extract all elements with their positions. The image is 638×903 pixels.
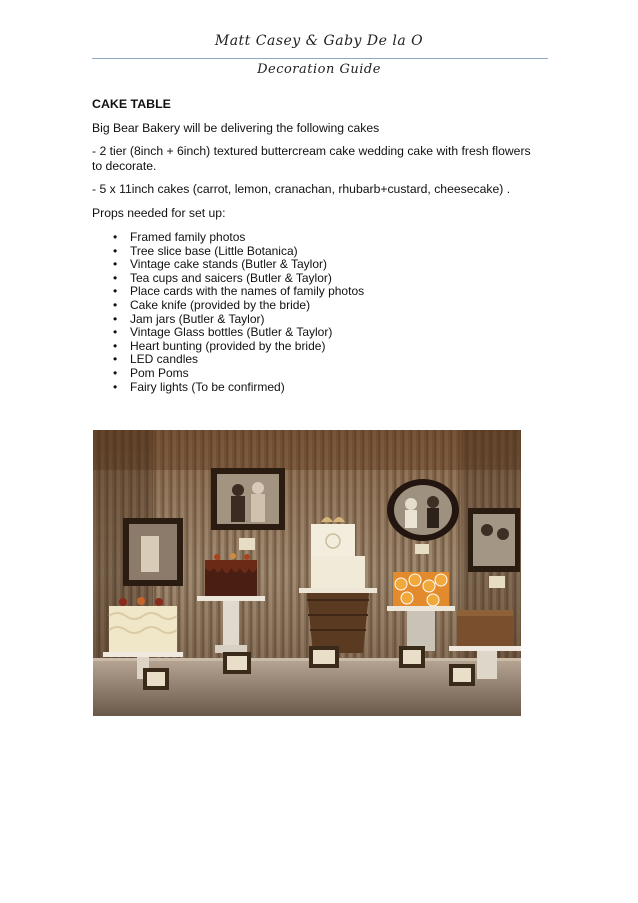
list-item: • Vintage Glass bottles (Butler & Taylor): [92, 326, 542, 340]
list-item: • Place cards with the names of family photos: [92, 285, 542, 299]
list-item: • Tea cups and saicers (Butler & Taylor): [92, 272, 542, 286]
header-rule: [92, 58, 548, 59]
cake-item-2: - 5 x 11inch cakes (carrot, lemon, cranachan, rhubarb+custard, cheesecake) .: [92, 182, 511, 196]
list-item: • Pom Poms: [92, 367, 542, 381]
cake-table-illustration: [93, 430, 521, 716]
document-body: [92, 97, 542, 394]
intro-paragraph: Big Bear Bakery will be delivering the following cakes: [92, 120, 380, 135]
list-item: • LED candles: [92, 353, 542, 367]
section-heading: CAKE TABLE: [92, 97, 171, 111]
list-item: • Heart bunting (provided by the bride): [92, 340, 542, 354]
props-intro: Props needed for set up:: [92, 205, 226, 220]
cake-table-photo: [93, 430, 521, 716]
list-item: • Fairy lights (To be confirmed): [92, 381, 542, 395]
list-item: • Framed family photos: [92, 231, 542, 245]
list-item: • Tree slice base (Little Botanica): [92, 245, 542, 259]
header-subtitle: Decoration Guide: [257, 62, 381, 77]
list-item: • Vintage cake stands (Butler & Taylor): [92, 258, 542, 272]
list-item: • Cake knife (provided by the bride): [92, 299, 542, 313]
header-title: Matt Casey & Gaby De la O: [214, 33, 424, 49]
cake-item-1: - 2 tier (8inch + 6inch) textured buttercream cake wedding cake with fresh flowers to decorate.: [92, 144, 531, 173]
props-list: [92, 231, 542, 394]
list-item: • Jam jars (Butler & Taylor): [92, 313, 542, 327]
